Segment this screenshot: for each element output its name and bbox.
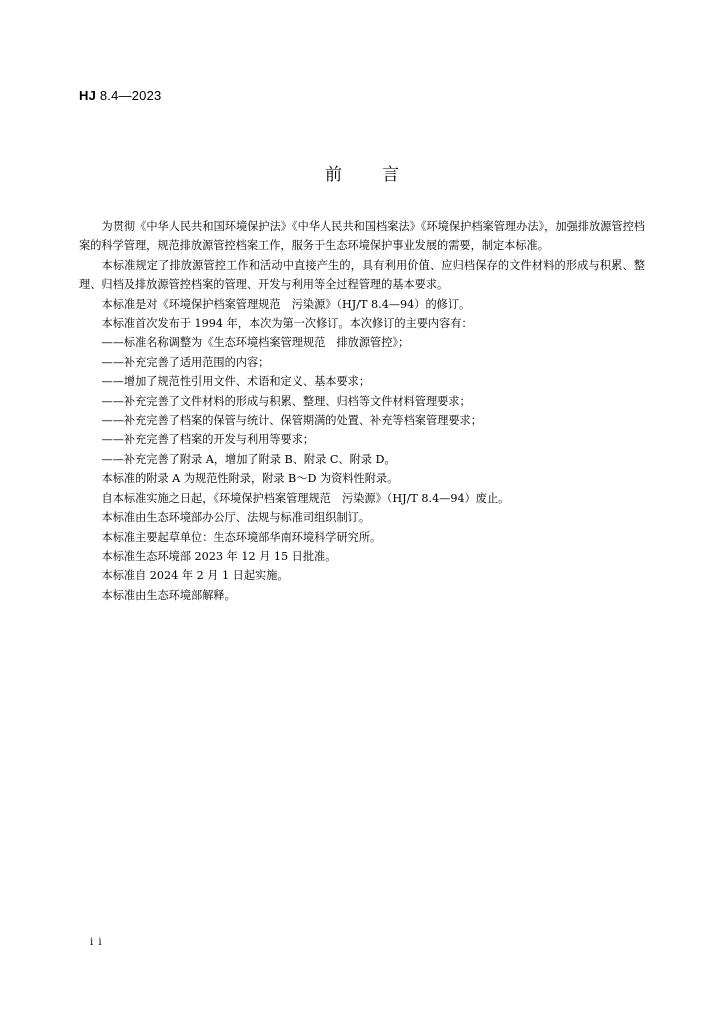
- revision-item: ——补充完善了档案的保管与统计、保管期满的处置、补充等档案管理要求；: [101, 414, 482, 428]
- revision-item: ——补充完善了文件材料的形成与积累、整理、归档等文件材料管理要求；: [101, 394, 471, 408]
- paragraph: 本标准规定了排放源管控工作和活动中直接产生的，具有利用价值、应归档保存的文件材料的形成与积累、整理、归档及排放源管控档案的管理、开发与利用等全过程管理的基本要求。: [79, 258, 645, 292]
- foreword-body: [79, 217, 645, 605]
- revision-item: ——补充完善了档案的开发与利用等要求；: [101, 433, 315, 447]
- revision-item: ——补充完善了附录 A，增加了附录 B、附录 C、附录 D。: [101, 452, 396, 466]
- paragraph: 本标准生态环境部 2023 年 12 月 15 日批准。: [101, 549, 337, 563]
- standard-code-prefix: HJ: [79, 88, 97, 103]
- paragraph: 本标准的附录 A 为规范性附录，附录 B～D 为资料性附录。: [101, 472, 399, 486]
- revision-item: ——标准名称调整为《生态环境档案管理规范 排放源管控》；: [101, 336, 410, 350]
- revision-item: ——补充完善了适用范围的内容；: [101, 355, 270, 369]
- page-number: i i: [90, 937, 103, 948]
- paragraph: 本标准自 2024 年 2 月 1 日起实施。: [101, 569, 289, 583]
- standard-code: [79, 88, 161, 103]
- paragraph: 为贯彻《中华人民共和国环境保护法》《中华人民共和国档案法》《环境保护档案管理办法》，加强排放源管控档案的科学管理，规范排放源管控档案工作，服务于生态环境保护事业发展的需要，制定本标准。: [79, 220, 645, 253]
- paragraph: 本标准主要起草单位：生态环境部华南环境科学研究所。: [101, 530, 382, 544]
- revision-item: ——增加了规范性引用文件、术语和定义、基本要求；: [101, 375, 371, 389]
- paragraph: 本标准首次发布于 1994 年，本次为第一次修订。本次修订的主要内容有：: [101, 317, 473, 331]
- title-char-2: 言: [382, 165, 399, 185]
- title-char-1: 前: [325, 165, 342, 185]
- paragraph: 本标准是对《环境保护档案管理规范 污染源》（HJ/T 8.4—94）的修订。: [101, 297, 471, 311]
- paragraph: 本标准由生态环境部解释。: [101, 588, 236, 602]
- page-title: [0, 160, 724, 185]
- paragraph: 自本标准实施之日起，《环境保护档案管理规范 污染源》（HJ/T 8.4—94）废止。: [101, 491, 510, 505]
- paragraph: 本标准由生态环境部办公厅、法规与标准司组织制订。: [101, 511, 371, 525]
- standard-code-number: 8.4—2023: [96, 88, 162, 103]
